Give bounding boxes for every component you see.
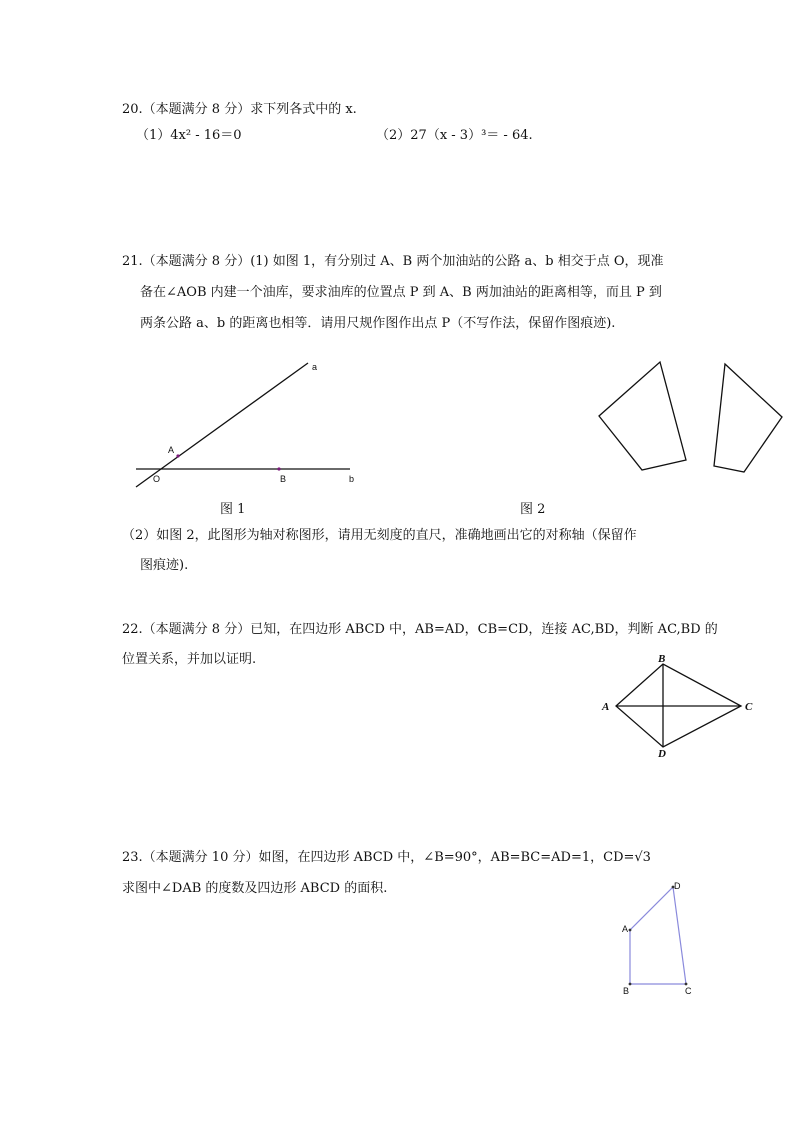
q21-line2: 备在∠AOB 内建一个油库，要求油库的位置点 P 到 A、B 两加油站的距离相等，而且 P 到 <box>140 285 662 300</box>
label-a-line: a <box>312 362 318 372</box>
fig2-caption: 图 2 <box>520 502 546 517</box>
label-b-line: b <box>349 474 355 484</box>
vertex-b-dot <box>629 983 632 986</box>
kite-label-a: A <box>602 701 610 713</box>
vertex-a-dot <box>629 929 632 932</box>
point-b-dot <box>277 467 280 470</box>
q21-part2-line2: 图痕迹). <box>140 558 189 573</box>
right-quadrilateral <box>714 364 782 472</box>
quad-label-b: B <box>623 986 630 996</box>
q23-line1: 23.（本题满分 10 分）如图，在四边形 ABCD 中，∠B=90°，AB=BC=AD=1，CD=√3 <box>122 850 651 865</box>
q21-line1: 21.（本题满分 8 分）(1) 如图 1，有分别过 A、B 两个加油站的公路 a、b 相交于点 O，现准 <box>122 254 664 269</box>
q23-quadrilateral-figure <box>616 880 716 1000</box>
q22-line1: 22.（本题满分 8 分）已知，在四边形 ABCD 中，AB=AD，CB=CD，连接 AC,BD，判断 AC,BD 的 <box>122 622 718 637</box>
quad-label-a: A <box>622 924 629 934</box>
q21-figure-1 <box>128 355 368 495</box>
kite-label-d: D <box>658 748 666 760</box>
label-point-a: A <box>168 445 175 455</box>
left-quadrilateral <box>599 362 686 470</box>
fig1-caption: 图 1 <box>220 502 246 517</box>
q21-line3: 两条公路 a、b 的距离也相等．请用尺规作图作出点 P（不写作法，保留作图痕迹). <box>140 316 616 331</box>
kite-label-b: B <box>658 653 666 665</box>
quadrilateral-abcd <box>630 887 686 984</box>
quad-label-c: C <box>685 986 692 996</box>
q20-part1: （1）4x² - 16＝0 <box>136 128 242 143</box>
label-point-o: O <box>153 474 161 484</box>
q21-figure-2 <box>594 356 794 476</box>
q22-line2: 位置关系，并加以证明. <box>122 652 257 667</box>
q20-title: 20.（本题满分 8 分）求下列各式中的 x. <box>122 102 357 117</box>
kite-label-c: C <box>745 701 753 713</box>
point-a-dot <box>176 454 179 457</box>
q22-kite-figure <box>596 652 766 762</box>
q21-part2-line1: （2）如图 2，此图形为轴对称图形，请用无刻度的直尺，准确地画出它的对称轴（保留作 <box>122 528 637 543</box>
label-point-b: B <box>280 474 287 484</box>
quad-label-d: D <box>674 881 681 891</box>
q23-line2: 求图中∠DAB 的度数及四边形 ABCD 的面积. <box>122 881 388 896</box>
q20-part2: （2）27（x - 3）³＝ - 64. <box>376 128 533 143</box>
vertex-c-dot <box>685 983 688 986</box>
